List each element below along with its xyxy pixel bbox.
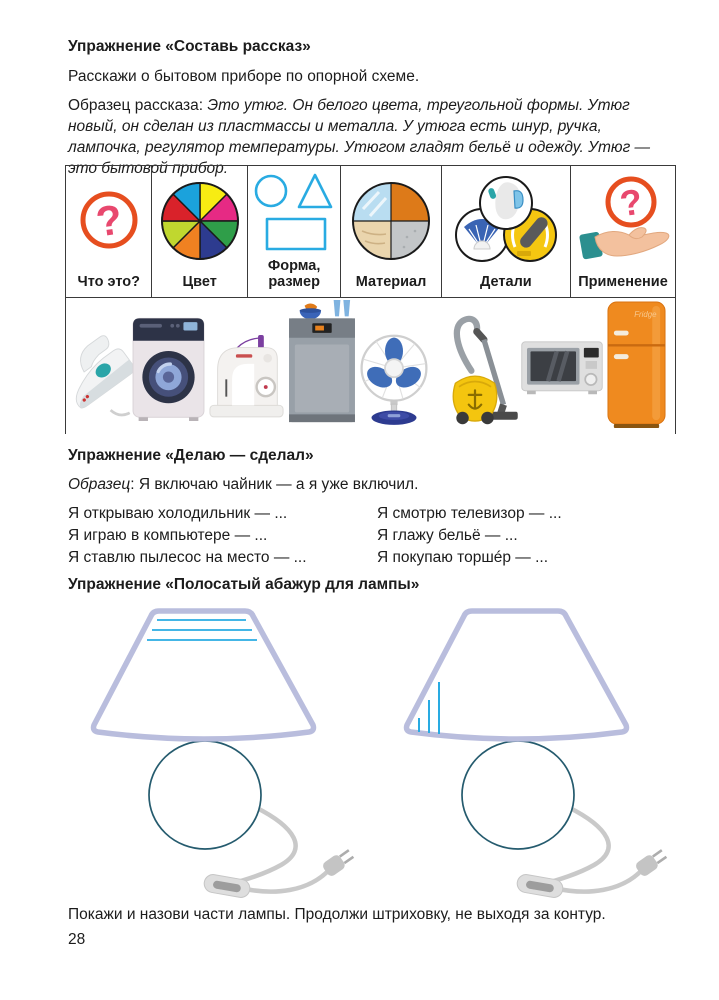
lamp-drawing-right	[388, 597, 673, 902]
refrigerator-image	[606, 300, 667, 430]
sentence-item: Я открываю холодильник — ...	[68, 505, 288, 522]
cord-switch-icon	[203, 873, 251, 899]
hand-question-icon	[571, 175, 675, 267]
exercise-3-title: Упражнение «Полосатый абажур для лампы»	[68, 576, 420, 593]
iron-image	[74, 321, 129, 421]
sentence-item: Я покупаю торшéр — ...	[377, 549, 549, 566]
scheme-cell-color	[152, 166, 247, 298]
scheme-cell-usage	[571, 166, 675, 298]
outline-shapes-icon	[249, 171, 339, 255]
exercise-1	[68, 38, 660, 179]
scheme-label-details: Детали	[480, 274, 532, 290]
scheme-cell-material	[341, 166, 441, 298]
cord-switch-icon	[516, 873, 564, 899]
table-fan-image	[358, 332, 430, 426]
scheme-label-what: Что это?	[77, 274, 140, 290]
sample-story-text: Это утюг. Он белого цвета, треугольной формы. Утюг новый, он сделан из пластмассы и металла. У утюга есть шнур, ручка, лампочка, регулятор температуры. Утюгом гладят бельё и одежду. Утюг — это бытовой прибор.	[68, 97, 651, 177]
lamp-base-outline	[149, 741, 261, 849]
scheme-label-usage: Применение	[578, 274, 668, 290]
scheme-cell-shape	[248, 166, 341, 298]
story-scheme-table	[65, 165, 676, 434]
color-wheel-icon	[158, 179, 242, 263]
fridge-brand-label: Fridge	[634, 309, 657, 319]
sample-label: Образец	[68, 476, 131, 493]
exercise-1-instruction: Расскажи о бытовом приборе по опорной схеме.	[68, 68, 420, 85]
sentence-item: Я смотрю телевизор — ...	[377, 505, 562, 522]
svg-text:?: ?	[92, 195, 125, 246]
scheme-cell-what	[66, 166, 152, 298]
appliance-row	[66, 298, 675, 435]
exercise-2-sample	[68, 476, 660, 494]
exercise-1-title: Упражнение «Составь рассказ»	[68, 38, 311, 55]
scheme-header-row	[66, 166, 675, 298]
sentence-item: Я глажу бельё — ...	[377, 527, 518, 544]
sentence-item: Я ставлю пылесос на место — ...	[68, 549, 307, 566]
exercise-3-instruction: Покажи и назови части лампы. Продолжи штриховку, не выходя за контур.	[68, 906, 606, 923]
page-number: 28	[68, 931, 86, 948]
scheme-label-material: Материал	[355, 274, 427, 290]
sample-text: : Я включаю чайник — а я уже включил.	[130, 476, 419, 493]
sentence-item: Я играю в компьютере — ...	[68, 527, 268, 544]
microwave-image	[520, 340, 604, 396]
lamp-drawing-left	[75, 597, 360, 902]
question-circle-icon	[74, 180, 144, 262]
exercise-2-title: Упражнение «Делаю — сделал»	[68, 447, 314, 464]
lamp-base-outline	[462, 741, 574, 849]
exercise-2	[68, 447, 660, 569]
washing-machine-image	[131, 309, 206, 421]
scheme-label-color: Цвет	[182, 274, 217, 290]
materials-circle-icon	[349, 179, 433, 263]
details-circles-icon	[451, 175, 561, 267]
svg-text:?: ?	[617, 180, 645, 225]
scheme-label-shape: Форма, размер	[267, 258, 321, 290]
sample-story-label: Образец рассказа:	[68, 97, 204, 114]
dishwasher-image	[287, 298, 357, 426]
sewing-machine-image	[208, 329, 285, 421]
scheme-cell-details	[442, 166, 571, 298]
vacuum-cleaner-image	[432, 312, 518, 426]
sentence-grid	[68, 503, 660, 569]
